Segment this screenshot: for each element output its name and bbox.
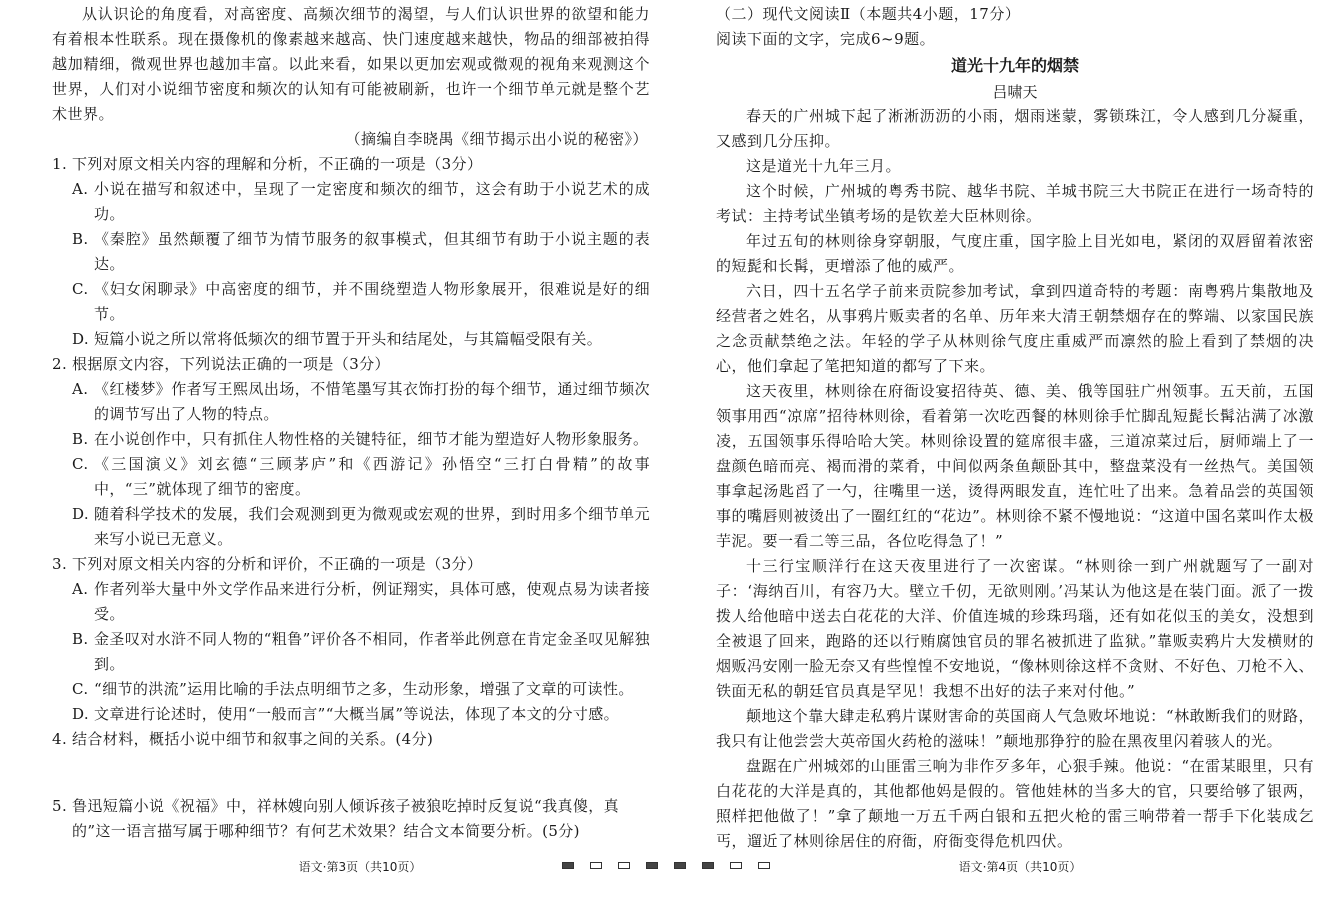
- option-label: D.: [72, 330, 90, 348]
- question-number: 2.: [52, 355, 68, 373]
- question-text: 鲁迅短篇小说《祝福》中，祥林嫂向别人倾诉孩子被狼吃掉时反复说“我真傻，真的”这一语言描写属于哪种细节？有何艺术效果？结合文本简要分析。(5分): [72, 797, 620, 840]
- article-paragraph: 这天夜里，林则徐在府衙设宴招待英、德、美、俄等国驻广州领事。五天前，五国领事用西“凉席”招待林则徐，看着第一次吃西餐的林则徐手忙脚乱短髭长髯沾满了冰激凌，五国领事乐得哈哈大笑。林则徐设置的筵席很丰盛，三道凉菜过后，厨师端上了一盘颜色暗而亮、褐而滑的菜肴，中间似两条鱼颠卧其中，整盘菜没有一丝热气。美国领事拿起汤匙舀了一勺，往嘴里一送，烫得两眼发直，连忙吐了出来。急着品尝的英国领事的嘴唇则被烫出了一圈红红的“花边”。林则徐不紧不慢地说：“这道中国名菜叫作太极芋泥。要一看二等三品，各位吃得急了！”: [716, 382, 1315, 550]
- article-paragraph: 这是道光十九年三月。: [746, 157, 902, 175]
- question-4: [52, 727, 650, 752]
- article-paragraph: 六日，四十五名学子前来贡院参加考试，拿到四道奇特的考题：南粤鸦片集散地及经营者之姓名，从事鸦片贩卖者的名单、历年来大清王朝禁烟存在的弊端、以家国民族之念贡献禁绝之法。年轻的学子从林则徐气度庄重威严而凛然的脸上看到了禁烟的决心，他们拿起了笔把知道的都写了下来。: [716, 282, 1314, 375]
- registration-mark: [590, 862, 602, 869]
- registration-mark: [618, 862, 630, 869]
- question-2: [52, 352, 650, 552]
- article-body: [716, 104, 1314, 854]
- question-text: 下列对原文相关内容的理解和分析，不正确的一项是（3分）: [72, 155, 483, 173]
- question-1: [52, 152, 650, 352]
- article-paragraph: 这个时候，广州城的粤秀书院、越华书院、羊城书院三大书院正在进行一场奇特的考试：主持考试坐镇考场的是钦差大臣林则徐。: [716, 182, 1314, 225]
- registration-mark: [758, 862, 770, 869]
- option-label: C.: [72, 280, 89, 298]
- answer-option: [72, 277, 650, 327]
- option-label: D.: [72, 505, 90, 523]
- answer-option: [72, 327, 650, 352]
- option-label: B.: [72, 630, 89, 648]
- option-label: B.: [72, 430, 89, 448]
- question-text: 结合材料，概括小说中细节和叙事之间的关系。(4分): [72, 730, 434, 748]
- question-stem: [52, 727, 650, 752]
- article-paragraph: 春天的广州城下起了淅淅沥沥的小雨，烟雨迷蒙，雾锁珠江，令人感到几分凝重，又感到几分压抑。: [716, 107, 1314, 150]
- question-stem: [52, 794, 650, 844]
- registration-mark: [562, 862, 574, 869]
- article-paragraph: 十三行宝顺洋行在这天夜里进行了一次密谋。“林则徐一到广州就题写了一副对子：‘海纳百川，有容乃大。壁立千仞，无欲则刚。’冯某认为他这是在装门面。派了一拨拨人给他暗中送去白花花的大洋、价值连城的珍珠玛瑙，还有如花似玉的美女，没想到全被退了回来，跑路的还以行贿腐蚀官员的罪名被抓进了监狱。”靠贩卖鸦片大发横财的烟贩冯安刚一脸无奈又有些惶惶不安地说，“像林则徐这样不贪财、不好色、刀枪不入、铁面无私的朝廷官员真是罕见！我想不出好的法子来对付他。”: [716, 557, 1314, 700]
- question-stem: [52, 352, 650, 377]
- section-heading: （二）现代文阅读Ⅱ（本题共4小题，17分）: [716, 5, 1021, 23]
- registration-mark: [730, 862, 742, 869]
- page-footer-left: 语文·第3页（共10页）: [298, 860, 422, 874]
- option-label: A.: [72, 580, 89, 598]
- right-page: [716, 2, 1314, 854]
- closing-paragraph: 从认识论的角度看，对高密度、高频次细节的渴望，与人们认识世界的欲望和能力有着根本性联系。现在摄像机的像素越来越高、快门速度越来越快，物品的细部被拍得越加精细，微观世界也越加丰富。以此来看，如果以更加宏观或微观的视角来观测这个世界，人们对小说细节密度和频次的认知有可能被刷新，也许一个细节单元就是整个艺术世界。: [52, 5, 650, 123]
- question-stem: [52, 552, 650, 577]
- answer-option: [72, 677, 650, 702]
- question-text: 根据原文内容，下列说法正确的一项是（3分）: [72, 355, 390, 373]
- question-number: 5.: [52, 797, 68, 815]
- option-text: 文章进行论述时，使用“一般而言”“大概当属”等说法，体现了本文的分寸感。: [94, 705, 620, 723]
- question-3: [52, 552, 650, 727]
- option-label: A.: [72, 180, 89, 198]
- page-footer-right: 语文·第4页（共10页）: [958, 860, 1082, 874]
- answer-option: [72, 502, 650, 552]
- option-text: “细节的洪流”运用比喻的手法点明细节之多，生动形象，增强了文章的可读性。: [94, 680, 634, 698]
- option-text: 《妇女闲聊录》中高密度的细节，并不围绕塑造人物形象展开，很难说是好的细节。: [94, 280, 650, 323]
- article-paragraph: 盘踞在广州城郊的山匪雷三响为非作歹多年，心狠手辣。他说：“在雷某眼里，只有白花花的大洋是真的，其他都他妈是假的。管他娃林的当多大的官，只要给够了银两，照样把他做了！”拿了颠地一万五千两白银和五把火枪的雷三响带着一帮手下化装成乞丐，遛近了林则徐居住的府衙，府衙变得危机四伏。: [716, 757, 1314, 850]
- question-5: [52, 794, 650, 844]
- option-label: A.: [72, 380, 89, 398]
- question-stem: [52, 152, 650, 177]
- option-text: 短篇小说之所以常将低频次的细节置于开头和结尾处，与其篇幅受限有关。: [94, 330, 603, 348]
- option-label: C.: [72, 455, 89, 473]
- answer-option: [72, 427, 650, 452]
- instruction: 阅读下面的文字，完成6~9题。: [716, 30, 936, 48]
- article-paragraph: 年过五旬的林则徐身穿朝服，气度庄重，国字脸上目光如电，紧闭的双唇留着浓密的短髭和长髯，更增添了他的威严。: [716, 232, 1314, 275]
- question-number: 4.: [52, 730, 68, 748]
- answer-option: [72, 627, 650, 677]
- option-text: 《三国演义》刘玄德“三顾茅庐”和《西游记》孙悟空“三打白骨精”的故事中，“三”就体现了细节的密度。: [94, 455, 650, 498]
- answer-option: [72, 577, 650, 627]
- answer-option: [72, 177, 650, 227]
- question-text: 下列对原文相关内容的分析和评价，不正确的一项是（3分）: [72, 555, 483, 573]
- page-registration-marks: [562, 862, 770, 869]
- option-label: C.: [72, 680, 89, 698]
- option-label: B.: [72, 230, 89, 248]
- option-text: 随着科学技术的发展，我们会观测到更为微观或宏观的世界，到时用多个细节单元来写小说已无意义。: [94, 505, 650, 548]
- option-text: 《红楼梦》作者写王熙凤出场，不惜笔墨写其衣饰打扮的每个细节，通过细节频次的调节写出了人物的特点。: [94, 380, 650, 423]
- registration-mark: [702, 862, 714, 869]
- answer-option: [72, 452, 650, 502]
- article-title: 道光十九年的烟禁: [950, 56, 1079, 75]
- option-text: 在小说创作中，只有抓住人物性格的关键特征，细节才能为塑造好人物形象服务。: [94, 430, 649, 448]
- question-number: 1.: [52, 155, 68, 173]
- question-number: 3.: [52, 555, 68, 573]
- option-text: 金圣叹对水浒不同人物的“粗鲁”评价各不相同，作者举此例意在肯定金圣叹见解独到。: [94, 630, 650, 673]
- registration-mark: [646, 862, 658, 869]
- question-list: [52, 152, 650, 844]
- option-label: D.: [72, 705, 90, 723]
- source-citation: （摘编自李晓禺《细节揭示出小说的秘密》）: [345, 130, 648, 148]
- option-text: 作者列举大量中外文学作品来进行分析，例证翔实，具体可感，使观点易为读者接受。: [94, 580, 650, 623]
- article-paragraph: 颠地这个靠大肆走私鸦片谋财害命的英国商人气急败坏地说：“林敢断我们的财路，我只有让他尝尝大英帝国火药枪的滋味！”颠地那狰狞的脸在黑夜里闪着骇人的光。: [716, 707, 1314, 750]
- registration-mark: [674, 862, 686, 869]
- article-author: 吕啸天: [992, 83, 1038, 101]
- answer-option: [72, 702, 650, 727]
- option-text: 小说在描写和叙述中，呈现了一定密度和频次的细节，这会有助于小说艺术的成功。: [94, 180, 650, 223]
- option-text: 《秦腔》虽然颠覆了细节为情节服务的叙事模式，但其细节有助于小说主题的表达。: [94, 230, 650, 273]
- answer-option: [72, 377, 650, 427]
- answer-option: [72, 227, 650, 277]
- left-page: [52, 2, 650, 844]
